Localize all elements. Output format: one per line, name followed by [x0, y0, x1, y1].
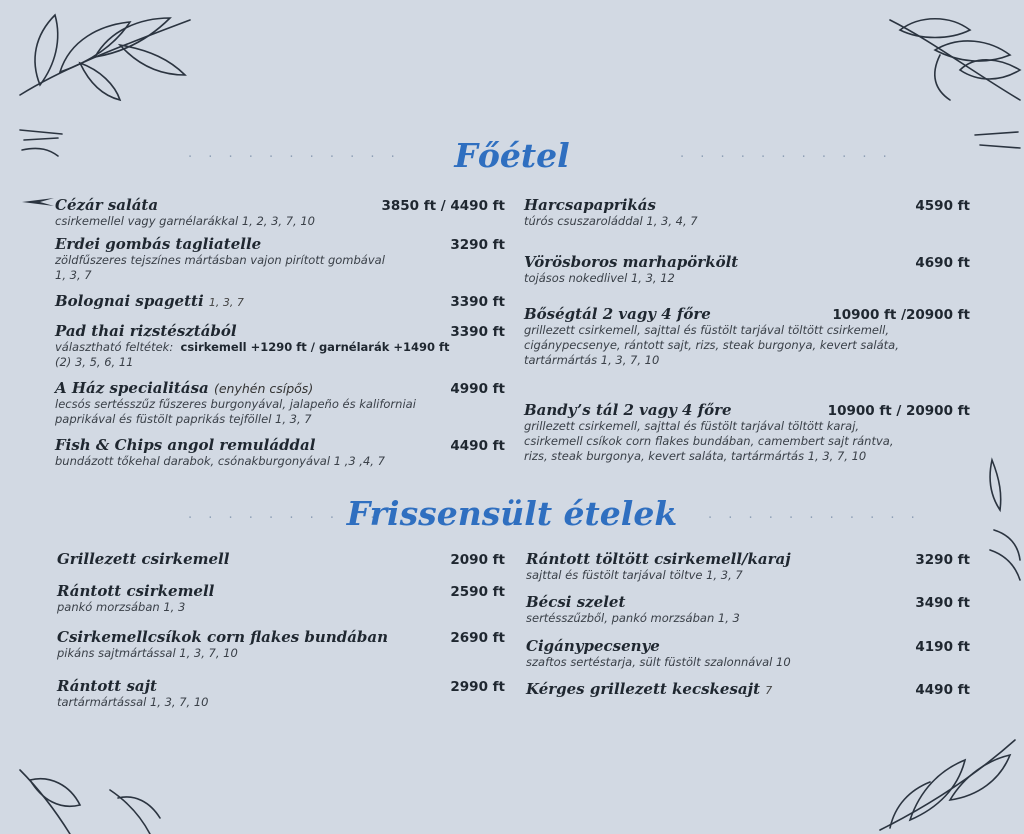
menu-item [524, 253, 970, 305]
menu-item [55, 379, 505, 436]
item-description: tartármártással 1, 3, 7, 10 [57, 695, 209, 709]
menu-item [57, 677, 505, 710]
divider-dots-left: · · · · · · · · · · · [188, 511, 401, 526]
menu-item [57, 550, 505, 582]
item-allergens: (2) 3, 5, 6, 11 [55, 355, 134, 369]
divider-dots-left: · · · · · · · · · · · [188, 150, 401, 165]
item-price: 3290 ft [450, 237, 505, 253]
item-description: sajttal és füstölt tarjával töltve 1, 3, 7 [526, 568, 743, 582]
item-price: 4190 ft [915, 639, 970, 655]
item-price: 3490 ft [915, 595, 970, 611]
item-price: 4990 ft [450, 381, 505, 397]
item-description: pankó morzsában 1, 3 [57, 600, 186, 614]
item-allergens: 7 [765, 684, 773, 697]
item-description: paprikával és füstölt paprikás tejföllel 1, 3, 7 [55, 412, 312, 426]
item-allergens: 1, 3, 7 [55, 268, 92, 282]
item-price: 3850 ft / 4490 ft [381, 198, 505, 214]
item-description: tojásos nokedlivel 1, 3, 12 [524, 271, 675, 285]
item-description: lecsós sertésszűz fűszeres burgonyával, jalapeño és kaliforniai [55, 397, 416, 411]
leaf-branch-bottom-left-icon [0, 750, 180, 834]
item-toppings: csirkemell +1290 ft / garnélarák +1490 ft [180, 340, 450, 354]
item-name: Bécsi szelet [526, 593, 626, 611]
item-note: (enyhén csípős) [213, 381, 314, 396]
item-description: túrós csuszaroláddal 1, 3, 4, 7 [524, 214, 698, 228]
menu-item [55, 436, 505, 469]
item-price: 2590 ft [450, 584, 505, 600]
item-name: A Ház specialitása [55, 379, 209, 397]
item-description: szaftos sertéstarja, sült füstölt szalonnával 10 [526, 655, 791, 669]
menu-item [526, 680, 970, 698]
menu-item [526, 593, 970, 637]
menu-item [526, 637, 970, 680]
item-description: bundázott tőkehal darabok, csónakburgonyával 1 ,3 ,4, 7 [55, 454, 385, 468]
item-price: 3390 ft [450, 324, 505, 340]
leaf-arrow-icon [20, 192, 60, 212]
menu-item [57, 582, 505, 628]
item-name: Kérges grillezett kecskesajt [526, 680, 760, 698]
item-name: Bandy’s tál 2 vagy 4 főre [524, 401, 732, 419]
menu-item [55, 292, 505, 322]
item-name: Cézár saláta [55, 196, 159, 214]
item-price: 2090 ft [450, 552, 505, 568]
item-name: Bolognai spagetti [55, 292, 204, 310]
frissensult-left-column [57, 550, 505, 710]
item-price: 10900 ft /20900 ft [832, 307, 970, 323]
item-name: Vörösboros marhapörkölt [524, 253, 739, 271]
item-description: zöldfűszeres tejszínes mártásban vajon pirított gombával [55, 253, 385, 267]
item-description: grillezett csirkemell, sajttal és füstölt tarjával töltött csirkemell, [524, 323, 890, 337]
item-name: Csirkemellcsíkok corn flakes bundában [57, 628, 389, 646]
item-name: Cigánypecsenye [526, 637, 660, 655]
menu-item [526, 550, 970, 593]
item-price: 4590 ft [915, 198, 970, 214]
divider-dots-right: · · · · · · · · · · · [680, 150, 893, 165]
item-price: 2690 ft [450, 630, 505, 646]
item-description: csirkemellel vagy garnélarákkal 1, 2, 3, 7, 10 [55, 214, 315, 228]
item-name: Harcsapaprikás [524, 196, 656, 214]
item-allergens: 1, 3, 7 [208, 296, 244, 309]
section-title-fotetel: Főétel [454, 136, 570, 175]
frissensult-right-column [526, 550, 970, 698]
item-price: 4490 ft [450, 438, 505, 454]
item-price: 4690 ft [915, 255, 970, 271]
item-price: 4490 ft [915, 682, 970, 698]
fotetel-right-column [524, 196, 970, 464]
item-price: 3390 ft [450, 294, 505, 310]
menu-item [55, 322, 505, 379]
item-name: Erdei gombás tagliatelle [55, 235, 262, 253]
menu-item [57, 628, 505, 677]
item-price: 2990 ft [450, 679, 505, 695]
fotetel-left-column [55, 196, 505, 469]
item-description: választható feltétek: [55, 340, 174, 354]
menu-item [524, 305, 970, 401]
menu-item [55, 196, 505, 235]
item-name: Fish & Chips angol remuláddal [55, 436, 316, 454]
item-name: Rántott sajt [57, 677, 157, 695]
item-name: Rántott töltött csirkemell/karaj [526, 550, 791, 568]
item-price: 10900 ft / 20900 ft [827, 403, 970, 419]
item-description: tartármártás 1, 3, 7, 10 [524, 353, 660, 367]
item-description: cigánypecsenye, rántott sajt, rizs, steak burgonya, kevert saláta, [524, 338, 899, 352]
divider-dots-right: · · · · · · · · · · · [708, 511, 921, 526]
item-description: pikáns sajtmártással 1, 3, 7, 10 [57, 646, 238, 660]
item-price: 3290 ft [915, 552, 970, 568]
item-name: Rántott csirkemell [57, 582, 215, 600]
menu-item [524, 401, 970, 464]
item-name: Pad thai rizstésztából [55, 322, 237, 340]
item-name: Grillezett csirkemell [57, 550, 230, 568]
item-description: grillezett csirkemell, sajttal és füstölt tarjával töltött karaj, [524, 419, 860, 433]
item-name: Bőségtál 2 vagy 4 főre [524, 305, 711, 323]
item-description: sertésszűzből, pankó morzsában 1, 3 [526, 611, 740, 625]
menu-item [55, 235, 505, 292]
item-description: rizs, steak burgonya, kevert saláta, tartármártás 1, 3, 7, 10 [524, 449, 867, 463]
leaf-branch-bottom-right-icon [870, 730, 1024, 834]
menu-item [524, 196, 970, 253]
item-description: csirkemell csíkok corn flakes bundában, camembert sajt rántva, [524, 434, 894, 448]
section-title-frissensult: Frissensült ételek [346, 494, 678, 533]
